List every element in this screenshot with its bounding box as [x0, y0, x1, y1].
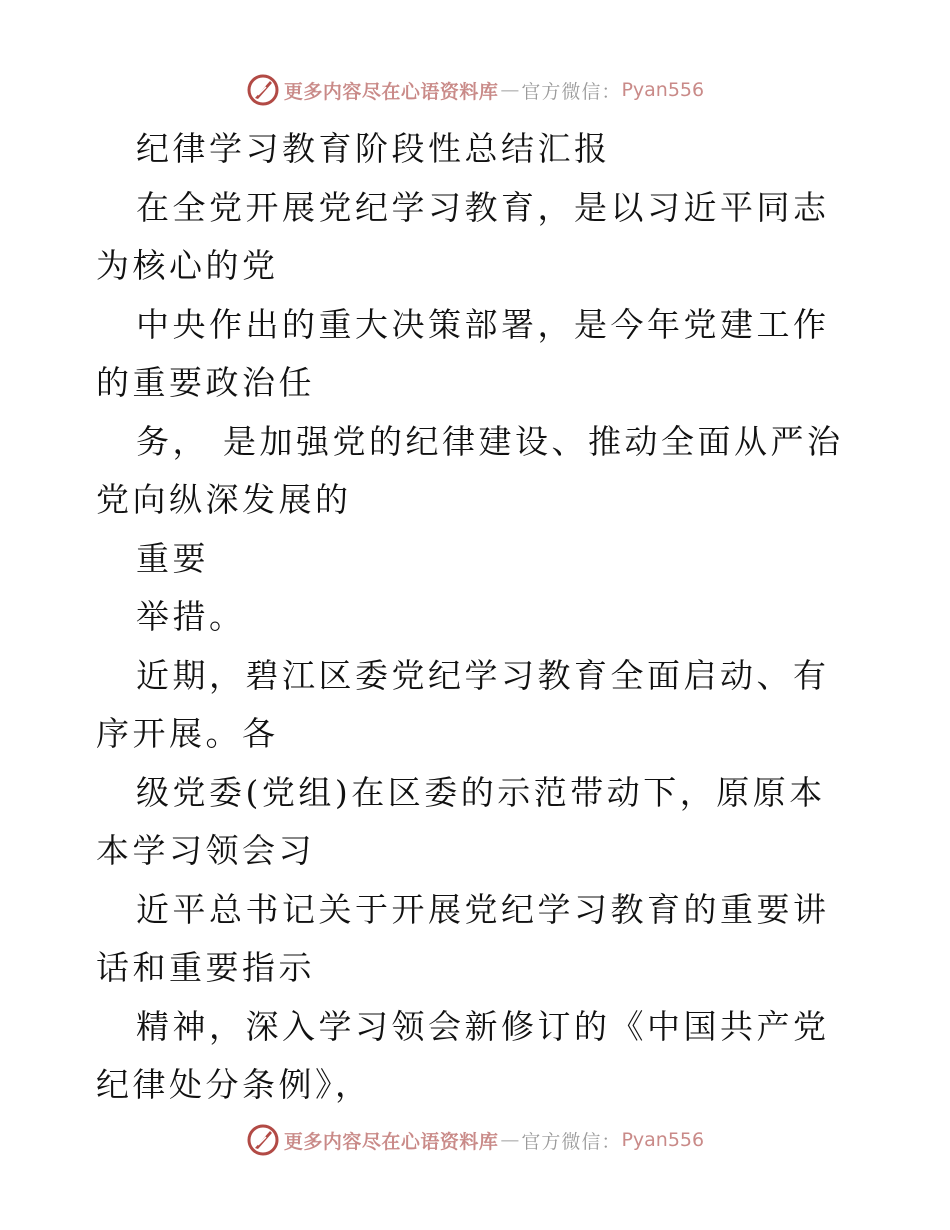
watermark-contact-label: 官方微信：	[521, 1130, 622, 1153]
paragraph: 近期，碧江区委党纪学习教育全面启动、有序开展。各	[96, 655, 830, 753]
header-watermark	[0, 70, 950, 110]
watermark-contact-label: 官方微信：	[521, 80, 622, 103]
watermark-text: 更多内容尽在心语资料库	[283, 80, 499, 103]
watermark-separator: —	[500, 79, 520, 101]
footer-watermark	[0, 1120, 950, 1160]
paragraph: 中央作出的重大决策部署，是今年党建工作的重要政治任	[96, 304, 830, 402]
watermark-contact-id: Pyan556	[621, 79, 705, 101]
paragraph: 务， 是加强党的纪律建设、推动全面从严治党向纵深发展的	[96, 421, 844, 519]
paragraph: 在全党开展党纪学习教育，是以习近平同志为核心的党	[96, 187, 830, 285]
paragraph: 精神，深入学习领会新修订的《中国共产党纪律处分条例》，	[96, 1006, 830, 1104]
feather-logo-icon	[246, 1123, 280, 1157]
paragraph: 级党委(党组)在区委的示范带动下，原原本本学习领会习	[96, 772, 826, 870]
paragraph: 重要	[136, 538, 209, 578]
watermark-separator: —	[500, 1129, 520, 1151]
document-body	[96, 120, 856, 1115]
feather-logo-icon	[246, 73, 280, 107]
paragraph: 举措。	[136, 597, 246, 636]
watermark-contact-id: Pyan556	[621, 1129, 705, 1151]
watermark-text: 更多内容尽在心语资料库	[283, 1130, 499, 1153]
paragraph: 近平总书记关于开展党纪学习教育的重要讲话和重要指示	[96, 889, 830, 987]
document-title: 纪律学习教育阶段性总结汇报	[136, 129, 611, 168]
